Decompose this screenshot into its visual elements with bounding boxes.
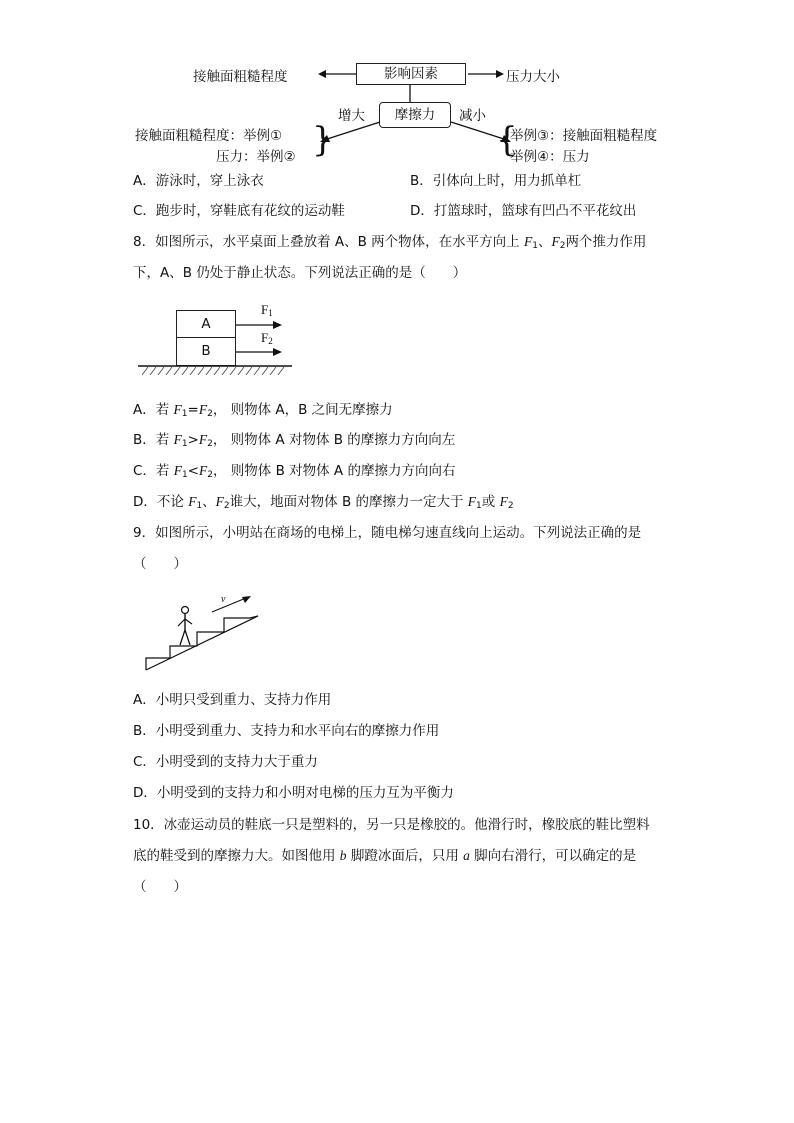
q10-var-b: b: [339, 848, 347, 863]
q8-f1-sub: 1: [532, 241, 538, 251]
brace-left-icon: {: [496, 120, 518, 160]
q9-option-a[interactable]: A．小明只受到重力、支持力作用: [133, 692, 332, 708]
escalator-figure: [140, 590, 265, 675]
force1-sub: 1: [268, 308, 273, 318]
ground-hatch: [138, 365, 292, 377]
q8-opt-a-f2-sub: 2: [207, 409, 213, 419]
q8-stem-prefix: 8．如图所示，水平桌面上叠放着 A、B 两个物体，在水平方向上: [133, 234, 524, 250]
q8-sep: 、: [537, 234, 552, 250]
q7-option-d[interactable]: D．打篮球时，篮球有凹凸不平花纹出: [410, 203, 637, 219]
force1-label: [261, 302, 273, 318]
q8-option-d[interactable]: [133, 492, 514, 516]
q8-option-a[interactable]: [133, 400, 393, 424]
arrow-left-icon: [318, 66, 358, 82]
q8-opt-c-post: ， 则物体 B 对物体 A 的摩擦力方向向右: [213, 463, 456, 479]
diagram-friction-box: [379, 102, 451, 128]
diagram-left-top: 接触面粗糙程度: [193, 69, 288, 85]
block-b-label: B: [201, 343, 211, 359]
q8-opt-d-f2b: F: [499, 494, 508, 509]
q8-opt-d-f2b-sub: 2: [507, 501, 514, 511]
q9-option-c[interactable]: C．小明受到的支持力大于重力: [133, 754, 318, 770]
q8-f1: F: [523, 234, 533, 249]
force-arrow-f2-icon: [236, 346, 282, 358]
diagram-right-row2: 举例④：压力: [510, 149, 590, 165]
q8-opt-b-f2: F: [198, 432, 208, 447]
brace-right-icon: }: [312, 120, 334, 160]
q8-opt-c-f1-sub: 1: [181, 470, 188, 480]
q9-option-d[interactable]: D．小明受到的支持力和小明对电梯的压力互为平衡力: [133, 785, 454, 801]
velocity-label: v: [221, 594, 226, 605]
force-arrow-f1-icon: [236, 319, 282, 331]
q9-option-b[interactable]: B．小明受到重力、支持力和水平向右的摩擦力作用: [133, 723, 440, 739]
q7-option-b[interactable]: B．引体向上时，用力抓单杠: [410, 173, 582, 189]
q8-opt-b-rel: >: [187, 432, 199, 448]
q8-opt-a-pre: A．若: [133, 402, 174, 418]
diagram-increase-label: 增大: [338, 108, 365, 124]
q10-stem-line2: [133, 846, 636, 866]
q8-opt-d-pre: D．不论: [133, 494, 189, 510]
diagram-right-top: 压力大小: [506, 69, 560, 85]
q8-opt-d-f1b-sub: 1: [476, 501, 482, 511]
q8-opt-d-f1-sub: 1: [196, 501, 203, 511]
q8-opt-c-f1: F: [173, 463, 182, 478]
q8-option-c[interactable]: [133, 461, 455, 485]
block-b: [176, 337, 236, 366]
q8-opt-d-f1: F: [188, 494, 197, 509]
diagram-decrease-label: 减小: [459, 108, 486, 124]
q8-stem-line1: [133, 232, 646, 256]
q8-stem-line2: 下，A、B 仍处于静止状态。下列说法正确的是（ ）: [133, 265, 467, 281]
q7-option-a[interactable]: A．游泳时，穿上泳衣: [133, 173, 264, 189]
q8-opt-d-f2-sub: 2: [223, 501, 230, 511]
q8-f2-sub: 2: [559, 241, 566, 251]
diagram-left-row1: 接触面粗糙程度：举例①: [135, 128, 283, 144]
block-a: [176, 310, 236, 338]
q8-opt-b-f1: F: [173, 432, 182, 447]
q8-option-b[interactable]: [133, 430, 455, 454]
force2-sub: 2: [268, 336, 273, 346]
q8-opt-c-f2-sub: 2: [207, 470, 213, 480]
q10-line2-pre: 底的鞋受到的摩擦力大。如图他用: [133, 848, 340, 864]
q8-opt-d-f2: F: [215, 494, 224, 509]
force1-letter: F: [261, 302, 269, 317]
q8-opt-c-f2: F: [199, 463, 208, 478]
q8-stem-suffix: 两个推力作用: [565, 234, 647, 250]
q10-var-a: a: [463, 848, 470, 863]
q10-stem-line1: 10．冰壶运动员的鞋底一只是塑料的，另一只是橡胶的。他滑行时，橡胶底的鞋比塑料: [133, 817, 650, 833]
q8-opt-b-f1-sub: 1: [181, 439, 188, 449]
diagram-left-row2: 压力：举例②: [216, 149, 296, 165]
q7-option-c[interactable]: C．跑步时，穿鞋底有花纹的运动鞋: [133, 203, 345, 219]
q10-stem-line3: （ ）: [133, 879, 187, 895]
q10-line2-post: 脚向右滑行，可以确定的是: [469, 848, 637, 864]
q8-opt-c-rel: <: [187, 463, 200, 479]
block-a-label: A: [201, 316, 211, 332]
q9-stem-line1: 9．如图所示，小明站在商场的电梯上，随电梯匀速直线向上运动。下列说法正确的是: [133, 525, 642, 541]
q8-opt-b-f2-sub: 2: [207, 439, 213, 449]
q9-stem-line2: （ ）: [133, 556, 187, 572]
q8-opt-a-post: ， 则物体 A，B 之间无摩擦力: [212, 402, 393, 418]
diagram-right-row1: 举例③：接触面粗糙程度: [510, 128, 658, 144]
diagram-friction-label: 摩擦力: [394, 107, 436, 123]
q8-opt-a-rel: =: [187, 402, 199, 418]
arrow-right-icon: [466, 66, 506, 82]
q8-opt-d-sep: 、: [202, 494, 216, 510]
q8-opt-d-f1b: F: [467, 494, 477, 509]
force2-label: [261, 330, 273, 346]
q8-opt-d-or: 或: [481, 494, 500, 510]
q8-f2: F: [551, 234, 560, 249]
diagram-center-label: 影响因素: [384, 66, 438, 82]
q8-opt-d-mid: 谁大，地面对物体 B 的摩擦力一定大于: [229, 494, 468, 510]
q8-opt-a-f2: F: [198, 402, 208, 417]
q8-opt-b-pre: B．若: [133, 432, 174, 448]
force2-letter: F: [261, 330, 269, 345]
q8-opt-a-f1-sub: 1: [181, 409, 188, 419]
q8-opt-a-f1: F: [173, 402, 182, 417]
q8-opt-b-post: ， 则物体 A 对物体 B 的摩擦力方向向左: [212, 432, 456, 448]
q8-opt-c-pre: C．若: [133, 463, 174, 479]
q10-line2-mid: 脚蹬冰面后，只用: [346, 848, 464, 864]
diagram-center-box: [356, 63, 466, 85]
